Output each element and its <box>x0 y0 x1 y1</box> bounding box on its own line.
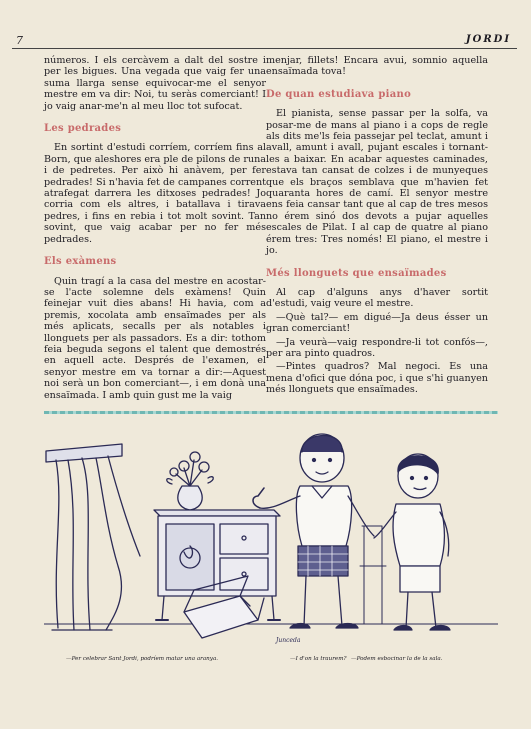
running-head: JORDI <box>465 34 511 45</box>
caption-right: —Podem esbocinar la de la sala. <box>351 656 443 662</box>
header-rule <box>12 48 517 49</box>
paragraph: menjar, fillets! Encara avui, somnio aquella ensaïmada tova! <box>266 55 488 78</box>
paragraph: —Pintes quadros? Mal negoci. Es una mena d'ofici que dóna poc, i que s'hi guanyen més llonguets que ensaïmades. <box>266 361 488 396</box>
section-heading: Els exàmens <box>44 256 117 268</box>
flower-vase <box>167 452 214 510</box>
caption-middle: —I d'on la traurem? <box>290 656 347 662</box>
curtain <box>46 444 140 630</box>
paragraph: Al cap d'alguns anys d'haver sortit d'estudi, vaig veure el mestre. <box>266 286 488 310</box>
section-heading: Més llonguets que ensaïmades <box>266 267 447 279</box>
caption-left: —Per celebrar Sant Jordi, podríem matar una aranya. <box>66 656 219 662</box>
illustration <box>44 416 498 652</box>
paragraph: —Ja veurà—vaig respondre-li tot confós—, per ara pinto quadros. <box>266 336 488 359</box>
left-column <box>44 55 266 403</box>
illustrator-signature: Junceda <box>276 637 301 644</box>
ornamental-divider <box>44 411 498 414</box>
paragraph: números. I els cercàvem a dalt del sostre i per les bigues. Una vegada que vaig fer una suma llarga sense equivocar-me el senyor mestre em va dir: Noi, tu seràs comerciant! I jo vaig anar-me'n al meu lloc tot sufocat. <box>44 55 266 112</box>
right-column <box>266 55 488 398</box>
section-heading: Les pedrades <box>44 123 122 135</box>
page-number: 7 <box>16 34 23 47</box>
chair <box>360 526 386 624</box>
paragraph: En sortint d'estudi corríem, corríem fins al Born, que aleshores era ple de pilons de runa i de pedretes. Per això hi anàvem, per fer pedrades! Si n'havia fet de campanes corrent atrafegat darrera les ditxoses pedrades! Jo corria com els altres, i batallava i tirava pedres, i fins en rebia i tot molt sovint. Tan sovint, que vaig acabar per no fer més pedrades. <box>44 142 266 245</box>
paragraph: El pianista, sense passar per la solfa, va posar-me de mans al piano i a cops de regle als dits me'ls feia passejar pel teclat, amunt i avall, amunt i avall, pujant escales i tornant-les a baixar. En acabar aquestes caminades, estava tan cansat de colzes i de munyeques que els braços semblava que m'havien fet quaranta hores de camí. El senyor mestre ens feia cansar tant que al cap de tres mesos no érem sinó dos devots a pujar aquelles escales de Pilat. I al cap de quatre al piano érem tres: Tres només! El piano, el mestre i jo. <box>266 108 488 257</box>
paragraph: —Què tal?— em digué—Ja deus ésser un gran comerciant! <box>266 311 488 335</box>
section-heading: De quan estudiava piano <box>266 88 412 100</box>
boy-listening <box>374 454 450 630</box>
paragraph: Quin tragí a la casa del mestre en acostar-se l'acte solemne dels exàmens! Quin feinejar vuit dies abans! Hi havia, com a premis, xocolata amb ensaïmades per als més aplicats, secalls per als notables i llonguets per als passadors. Es a dir: tothom feia beguda segons el talent que demostrés en aquell acte. Després de l'examen, el senyor mestre em va tornar a dir:—Aquest noi serà un bon comerciant—, i em donà una ensaïmada. I amb quin gust me la vaig <box>44 275 266 401</box>
